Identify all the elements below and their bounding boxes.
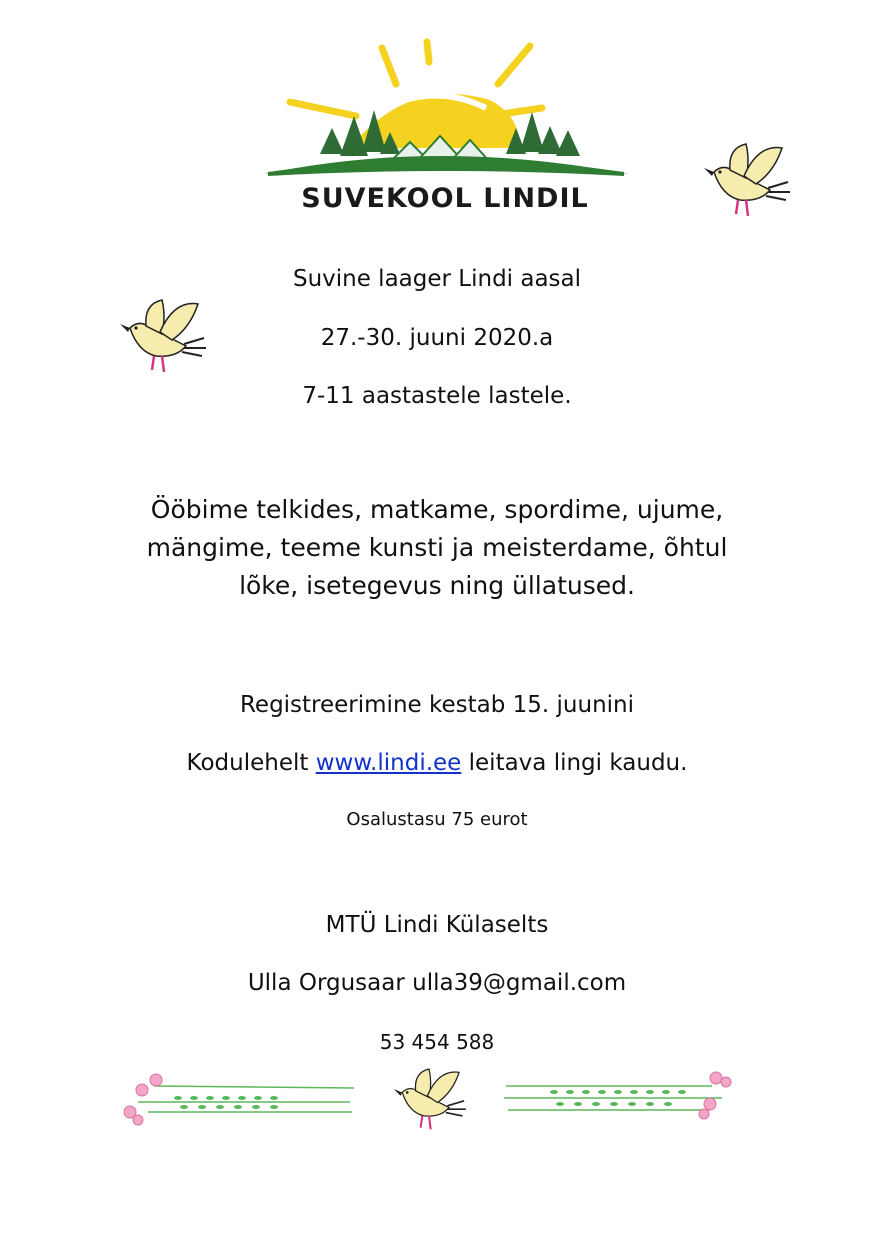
registration-deadline: Registreerimine kestab 15. juunini bbox=[239, 692, 635, 718]
bird-icon bbox=[700, 138, 792, 224]
registration-suffix: leitava lingi kaudu. bbox=[461, 750, 688, 776]
logo-text: SUVEKOOL LINDIL bbox=[301, 183, 589, 214]
event-dates: 27.-30. juuni 2020.a bbox=[320, 325, 554, 351]
participation-fee: Osalustasu 75 eurot bbox=[346, 809, 528, 830]
website-link[interactable]: www.lindi.ee bbox=[315, 750, 462, 776]
bird-icon bbox=[390, 1064, 468, 1136]
description-line: Ööbime telkides, matkame, spordime, ujume, bbox=[150, 495, 724, 524]
event-title: Suvine laager Lindi aasal bbox=[292, 266, 582, 292]
registration-link-line bbox=[0, 750, 874, 776]
registration-prefix: Kodulehelt bbox=[186, 750, 316, 776]
vine-right-icon bbox=[500, 1066, 740, 1128]
organization-name: MTÜ Lindi Külaselts bbox=[325, 912, 549, 938]
description-line: mängime, teeme kunsti ja meisterdame, õhtul bbox=[146, 533, 728, 562]
event-age: 7-11 aastastele lastele. bbox=[302, 383, 572, 409]
contact-person: Ulla Orgusaar ulla39@gmail.com bbox=[247, 970, 627, 996]
logo-sun-landscape-icon bbox=[258, 36, 632, 182]
contact-phone: 53 454 588 bbox=[379, 1030, 495, 1054]
description-line: lõke, isetegevus ning üllatused. bbox=[239, 571, 635, 600]
vine-left-icon bbox=[118, 1068, 358, 1130]
